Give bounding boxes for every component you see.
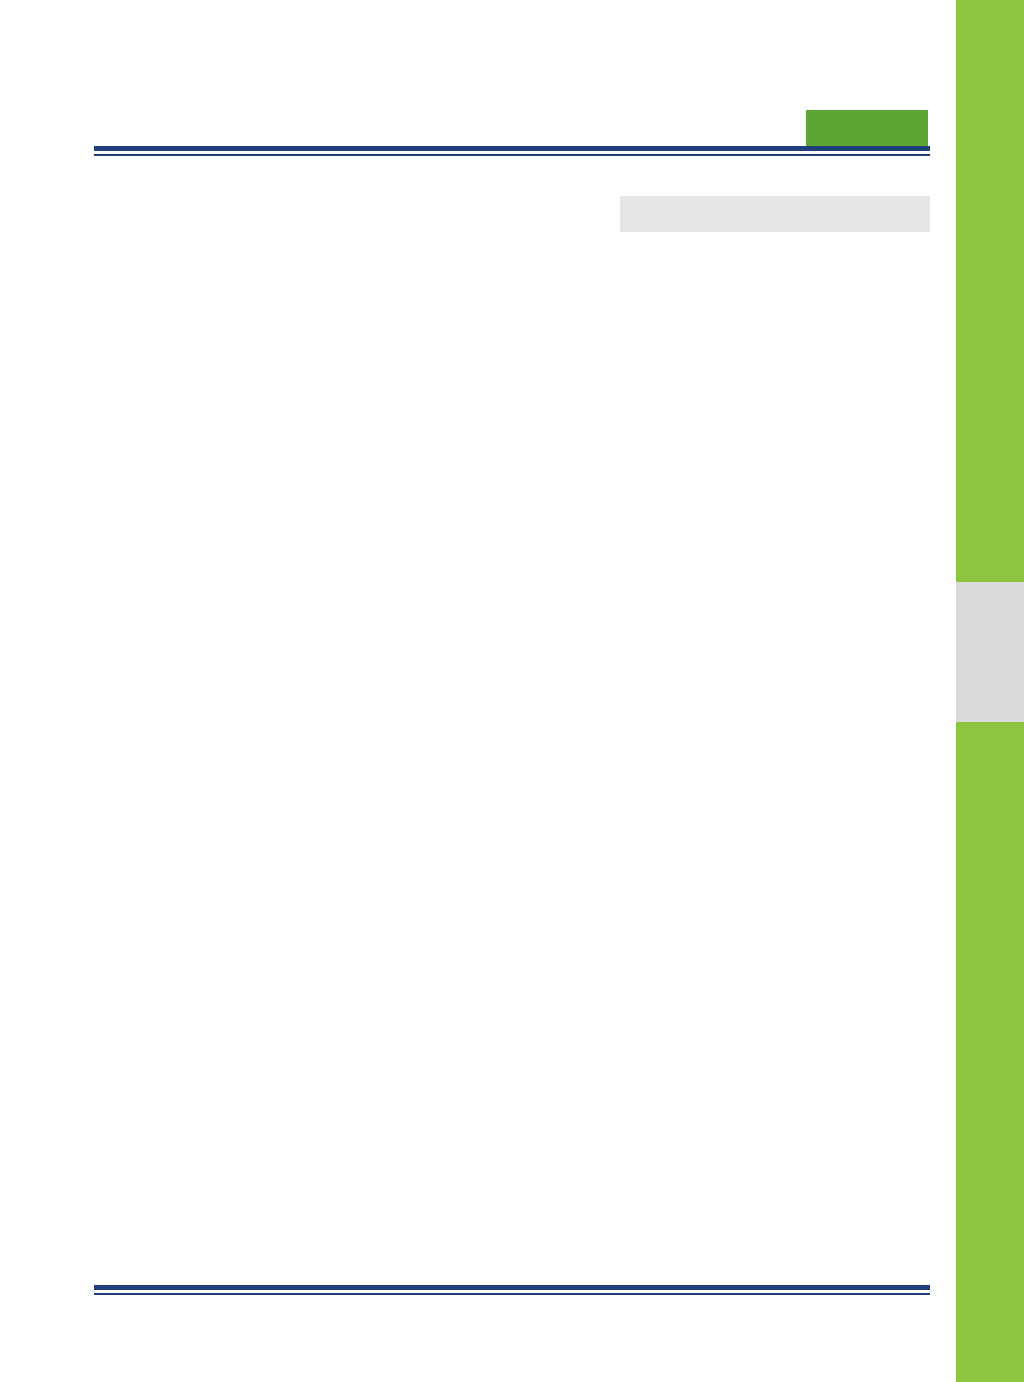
category-badge — [806, 110, 928, 146]
footer-rule — [94, 1285, 930, 1295]
side-tab-section — [956, 582, 1024, 722]
rule-thick — [94, 1285, 930, 1290]
rule-thin — [94, 1293, 930, 1295]
case-number-box — [620, 196, 930, 232]
header-rule — [94, 146, 930, 156]
side-tab-section-label — [956, 606, 1024, 684]
side-tab-case-share — [956, 50, 1024, 122]
rule-thin — [94, 154, 930, 156]
pe-logo — [808, 66, 922, 108]
rule-thick — [94, 146, 930, 151]
